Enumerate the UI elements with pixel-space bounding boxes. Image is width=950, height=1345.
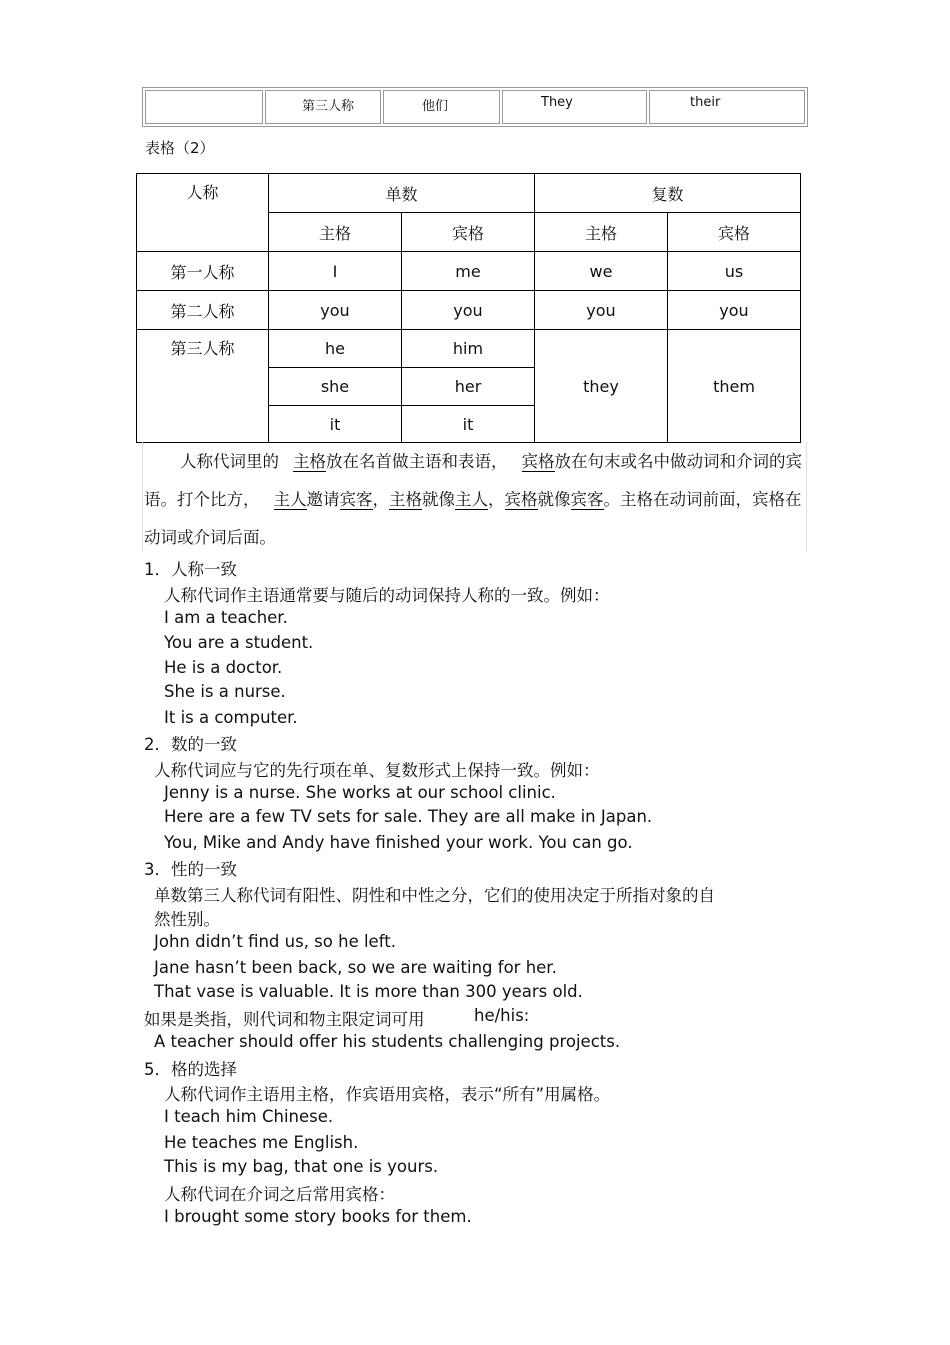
text-line: 单数第三人称代词有阳性、阴性和中性之分，它们的使用决定于所指对象的自 [154,886,715,905]
example-sentence: That vase is valuable. It is more than 300 years old. [154,982,583,1001]
text: ， [488,490,505,509]
example-sentence: This is my bag, that one is yours. [164,1157,439,1176]
table-cell: him [402,330,535,368]
underlined-term: 主格 [293,452,326,471]
section-heading: 1．人称一致 [144,560,237,579]
example-sentence: Here are a few TV sets for sale. They are all make in Japan. [164,807,653,826]
text-line: 人称代词应与它的先行项在单、复数形式上保持一致。例如： [154,761,600,780]
row-label: 第一人称 [137,252,269,291]
example-sentence: You, Mike and Andy have finished your work. You can go. [164,833,633,852]
table-cell: us [668,252,801,291]
table-cell: she [269,368,402,406]
text-line: 如果是类指，则代词和物主限定词可用 [144,1010,425,1029]
header-plural: 复数 [535,174,801,213]
cell-text: They [541,95,573,110]
text: 就像 [422,490,455,509]
table-cell: them [668,330,801,443]
section-heading: 5．格的选择 [144,1060,237,1079]
cell-text: 第三人称 [302,99,355,114]
example-sentence: A teacher should offer his students challenging projects. [154,1032,621,1051]
underlined-term: 主人 [455,490,488,509]
table-cell: he [269,330,402,368]
text-line: 然性别。 [154,910,220,929]
row-label: 第三人称 [137,330,269,443]
header-singular: 单数 [269,174,535,213]
table-row [137,291,801,330]
section-heading: 3．性的一致 [144,860,237,879]
row-label: 第二人称 [137,291,269,330]
table-cell: you [402,291,535,330]
example-sentence: Jenny is a nurse. She works at our school clinic. [164,783,556,802]
text-line: he/his: [474,1006,530,1025]
text: 。主格在动词前面，宾格在动词或介词后面。 [144,490,802,547]
header-subject: 主格 [269,213,402,252]
example-sentence: She is a nurse. [164,682,286,701]
table-row [137,330,801,368]
example-sentence: It is a computer. [164,708,298,727]
header-object: 宾格 [402,213,535,252]
text: 放在句末或名中做动词和介词的宾语。打个比方， [144,452,802,509]
underlined-term: 宾格 [504,490,538,509]
underlined-term: 主人 [273,490,307,509]
underlined-term: 主格 [389,490,422,509]
underlined-term: 宾格 [521,452,555,471]
table-cell: we [535,252,668,291]
table-cell: me [402,252,535,291]
text: ， [372,490,389,509]
table-cell [649,90,805,124]
text: 人称代词里的 [180,452,279,471]
section-heading: 2．数的一致 [144,735,237,754]
header-object: 宾格 [668,213,801,252]
table-cell: you [269,291,402,330]
text: 邀请 [306,490,340,509]
text-line: 人称代词作主语用主格，作宾语用宾格，表示“所有”用属格。 [164,1085,611,1104]
underlined-term: 宾客 [339,490,373,509]
example-sentence: He teaches me English. [164,1133,359,1152]
header-person: 人称 [137,174,269,252]
table-cell [265,90,381,124]
table-cell [383,90,500,124]
example-sentence: You are a student. [164,633,314,652]
table-row [137,252,801,291]
table-caption: 表格（2） [145,139,215,157]
example-sentence: I teach him Chinese. [164,1107,334,1126]
cell-text: their [690,95,721,110]
table-cell-empty [145,90,263,124]
example-sentence: John didn’t find us, so he left. [154,932,396,951]
example-sentence: I brought some story books for them. [164,1207,472,1226]
text: 就像 [537,490,571,509]
example-sentence: Jane hasn’t been back, so we are waiting for her. [154,958,557,977]
cell-text: 他们 [422,99,449,114]
header-subject: 主格 [535,213,668,252]
example-sentence: He is a doctor. [164,658,283,677]
table-cell: they [535,330,668,443]
divider [806,442,807,552]
table-cell: you [535,291,668,330]
underlined-term: 宾客 [570,490,604,509]
table-cell: it [269,406,402,443]
table-row [137,174,801,213]
table-cell: her [402,368,535,406]
table-row [145,90,805,124]
partial-pronoun-table [142,87,808,127]
text-line: 人称代词在介词之后常用宾格： [164,1185,395,1204]
pronoun-case-table [136,173,801,443]
intro-paragraph [144,443,806,557]
example-sentence: I am a teacher. [164,608,288,627]
table-cell: it [402,406,535,443]
table-cell: I [269,252,402,291]
table-cell: you [668,291,801,330]
table-cell [502,90,647,124]
text-line: 人称代词作主语通常要与随后的动词保持人称的一致。例如： [164,586,610,605]
divider [142,442,143,552]
text: 放在名首做主语和表语， [326,452,508,471]
